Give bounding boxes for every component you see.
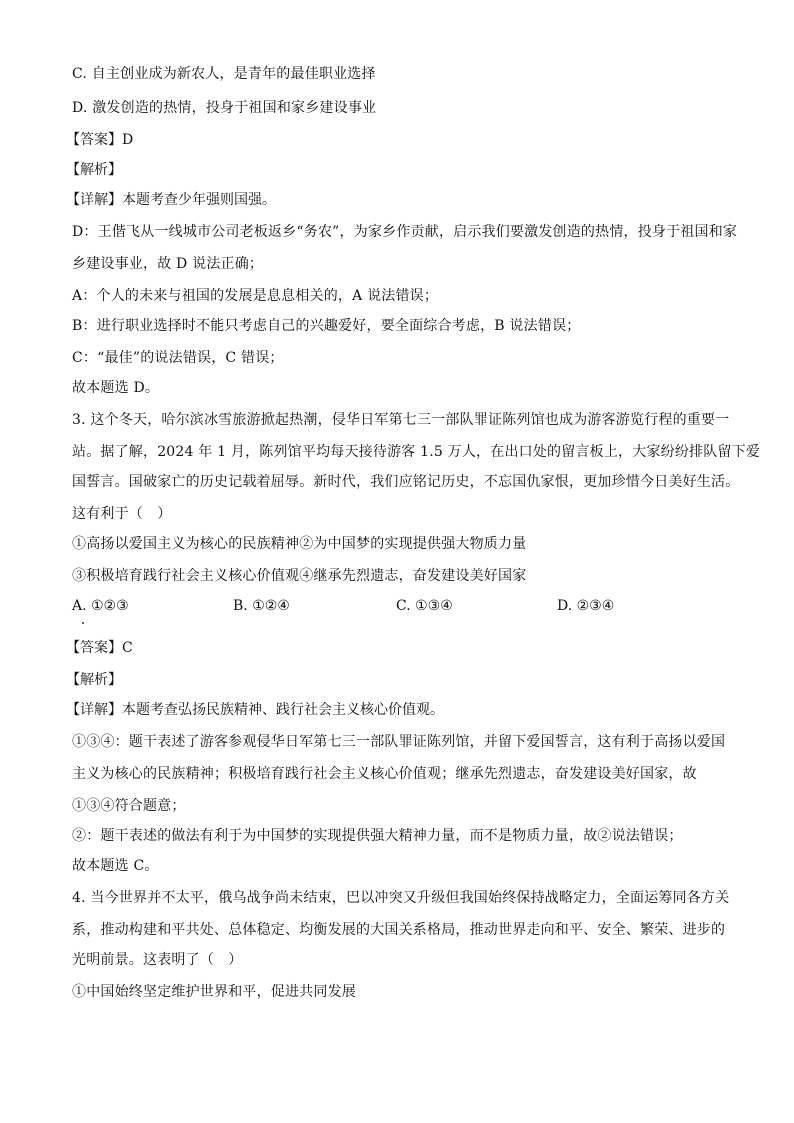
q2-detail: 【详解】本题考查少年强则国强。 (66, 192, 276, 208)
q3-option-a: A. ①②③ (72, 598, 129, 614)
q2-option-d: D. 激发创造的热情，投身于祖国和家乡建设事业 (72, 100, 377, 116)
q3-analysis-tag: 【解析】 (66, 672, 122, 688)
q3-choices-line-1: ①高扬以爱国主义为核心的民族精神②为中国梦的实现提供强大物质力量 (72, 536, 527, 552)
q2-explanation-a: A：个人的未来与祖国的发展是息息相关的，A 说法错误； (72, 288, 439, 304)
q3-explanation-2: 主义为核心的民族精神；积极培育践行社会主义核心价值观；继承先烈遗志，奋发建设美好国家，故 (72, 766, 697, 782)
q3-choices-line-2: ③积极培育践行社会主义核心价值观④继承先烈遗志，奋发建设美好国家 (72, 568, 527, 584)
q3-option-d: D. ②③④ (557, 598, 615, 614)
q3-answer-tag: 【答案】C (66, 640, 133, 656)
q2-answer-tag: 【答案】D (66, 132, 134, 148)
q4-stem-line-1: 4. 当今世界并不太平，俄乌战争尚未结束，巴以冲突又升级但我国始终保持战略定力，全面运筹同各方关 (72, 890, 730, 906)
q3-explanation-4: ②：题干表述的做法有利于为中国梦的实现提供强大精神力量，而不是物质力量，故②说法错误； (72, 828, 683, 844)
q2-analysis-tag: 【解析】 (66, 162, 122, 178)
q4-stem-line-2: 系，推动构建和平共处、总体稳定、均衡发展的大国关系格局，推动世界走向和平、安全、繁荣、进步的 (72, 922, 726, 938)
stray-dot (82, 622, 84, 624)
q3-option-c: C. ①③④ (396, 598, 453, 614)
q2-explanation-d-2: 乡建设事业，故 D 说法正确； (72, 256, 264, 272)
q3-conclusion: 故本题选 C。 (72, 858, 159, 874)
q4-choices-line-1: ①中国始终坚定维护世界和平，促进共同发展 (72, 984, 356, 1000)
q4-stem-line-3: 光明前景。这表明了（ ） (72, 952, 243, 968)
q3-stem-line-3: 国誓言。国破家亡的历史记载着屈辱。新时代，我们应铭记历史，不忘国仇家恨，更加珍惜今日美好生活。 (72, 474, 740, 490)
q3-explanation-3: ①③④符合题意； (72, 798, 186, 814)
q3-detail: 【详解】本题考查弘扬民族精神、践行社会主义核心价值观。 (66, 702, 444, 718)
q3-stem-line-2: 站。据了解，2024 年 1 月，陈列馆平均每天接待游客 1.5 万人，在出口处的留言板上，大家纷纷排队留下爱 (72, 444, 761, 460)
q3-explanation-1: ①③④：题干表述了游客参观侵华日军第七三一部队罪证陈列馆，并留下爱国誓言，这有利于高扬以爱国 (72, 734, 726, 750)
q2-conclusion: 故本题选 D。 (72, 380, 160, 396)
q3-stem-line-4: 这有利于（ ） (72, 506, 172, 522)
q2-explanation-c: C：“最佳”的说法错误，C 错误； (72, 350, 284, 366)
q3-option-b: B. ①②④ (233, 598, 290, 614)
q2-explanation-d-1: D：王偕飞从一线城市公司老板返乡“务农”，为家乡作贡献，启示我们要激发创造的热情，投身于祖国和家 (72, 224, 738, 240)
q2-option-c: C. 自主创业成为新农人，是青年的最佳职业选择 (72, 66, 376, 82)
q3-stem-line-1: 3. 这个冬天，哈尔滨冰雪旅游掀起热潮，侵华日军第七三一部队罪证陈列馆也成为游客游览行程的重要一 (72, 412, 730, 428)
q2-explanation-b: B：进行职业选择时不能只考虑自己的兴趣爱好，要全面综合考虑，B 说法错误； (72, 318, 581, 334)
